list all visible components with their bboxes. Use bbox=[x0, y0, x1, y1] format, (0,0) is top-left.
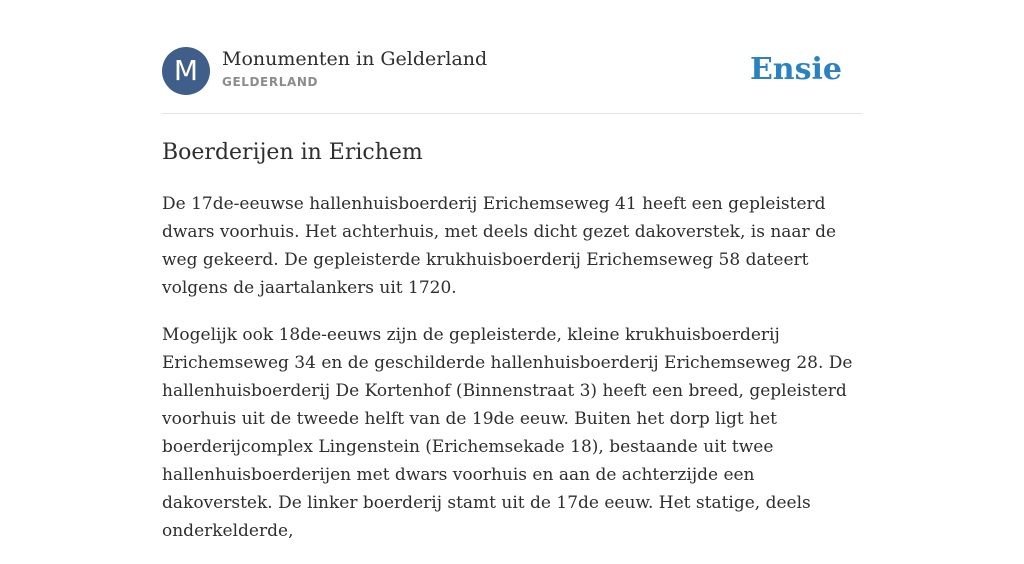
article-paragraph: De 17de-eeuwse hallenhuisboerderij Erichemseweg 41 heeft een gepleisterd dwars voorhuis. Het achterhuis, met deels dicht gezet dakoverstek, is naar de weg gekeerd. De gepleisterde krukhuisboerderij Erichemseweg 58 dateert volgens de jaartalankers uit 1720. bbox=[162, 194, 837, 298]
site-header bbox=[162, 46, 862, 96]
header-divider bbox=[162, 113, 862, 114]
site-title[interactable]: Monumenten in Gelderland bbox=[222, 48, 488, 70]
site-subtitle[interactable]: GELDERLAND bbox=[222, 75, 319, 89]
article-paragraph: Mogelijk ook 18de-eeuws zijn de gepleisterde, kleine krukhuisboerderij Erichemseweg 34 en de geschilderde hallenhuisboerderij Erichemseweg 28. De hallenhuisboerderij De Kortenhof (Binnenstraat 3) heeft een breed, gepleisterd voorhuis uit de tweede helft van de 19de eeuw. Buiten het dorp ligt het boerderijcomplex Lingenstein (Erichemsekade 18), bestaande uit twee hallenhuisboerderijen met dwars voorhuis en aan de achterzijde een dakoverstek. De linker boerderij stamt uit de 17de eeuw. Het statige, deels onderkelderde, bbox=[162, 325, 853, 541]
ensie-logo[interactable]: Ensie bbox=[749, 52, 842, 87]
avatar[interactable]: M bbox=[162, 47, 210, 95]
article-body bbox=[162, 190, 862, 564]
article-title: Boerderijen in Erichem bbox=[162, 140, 423, 165]
